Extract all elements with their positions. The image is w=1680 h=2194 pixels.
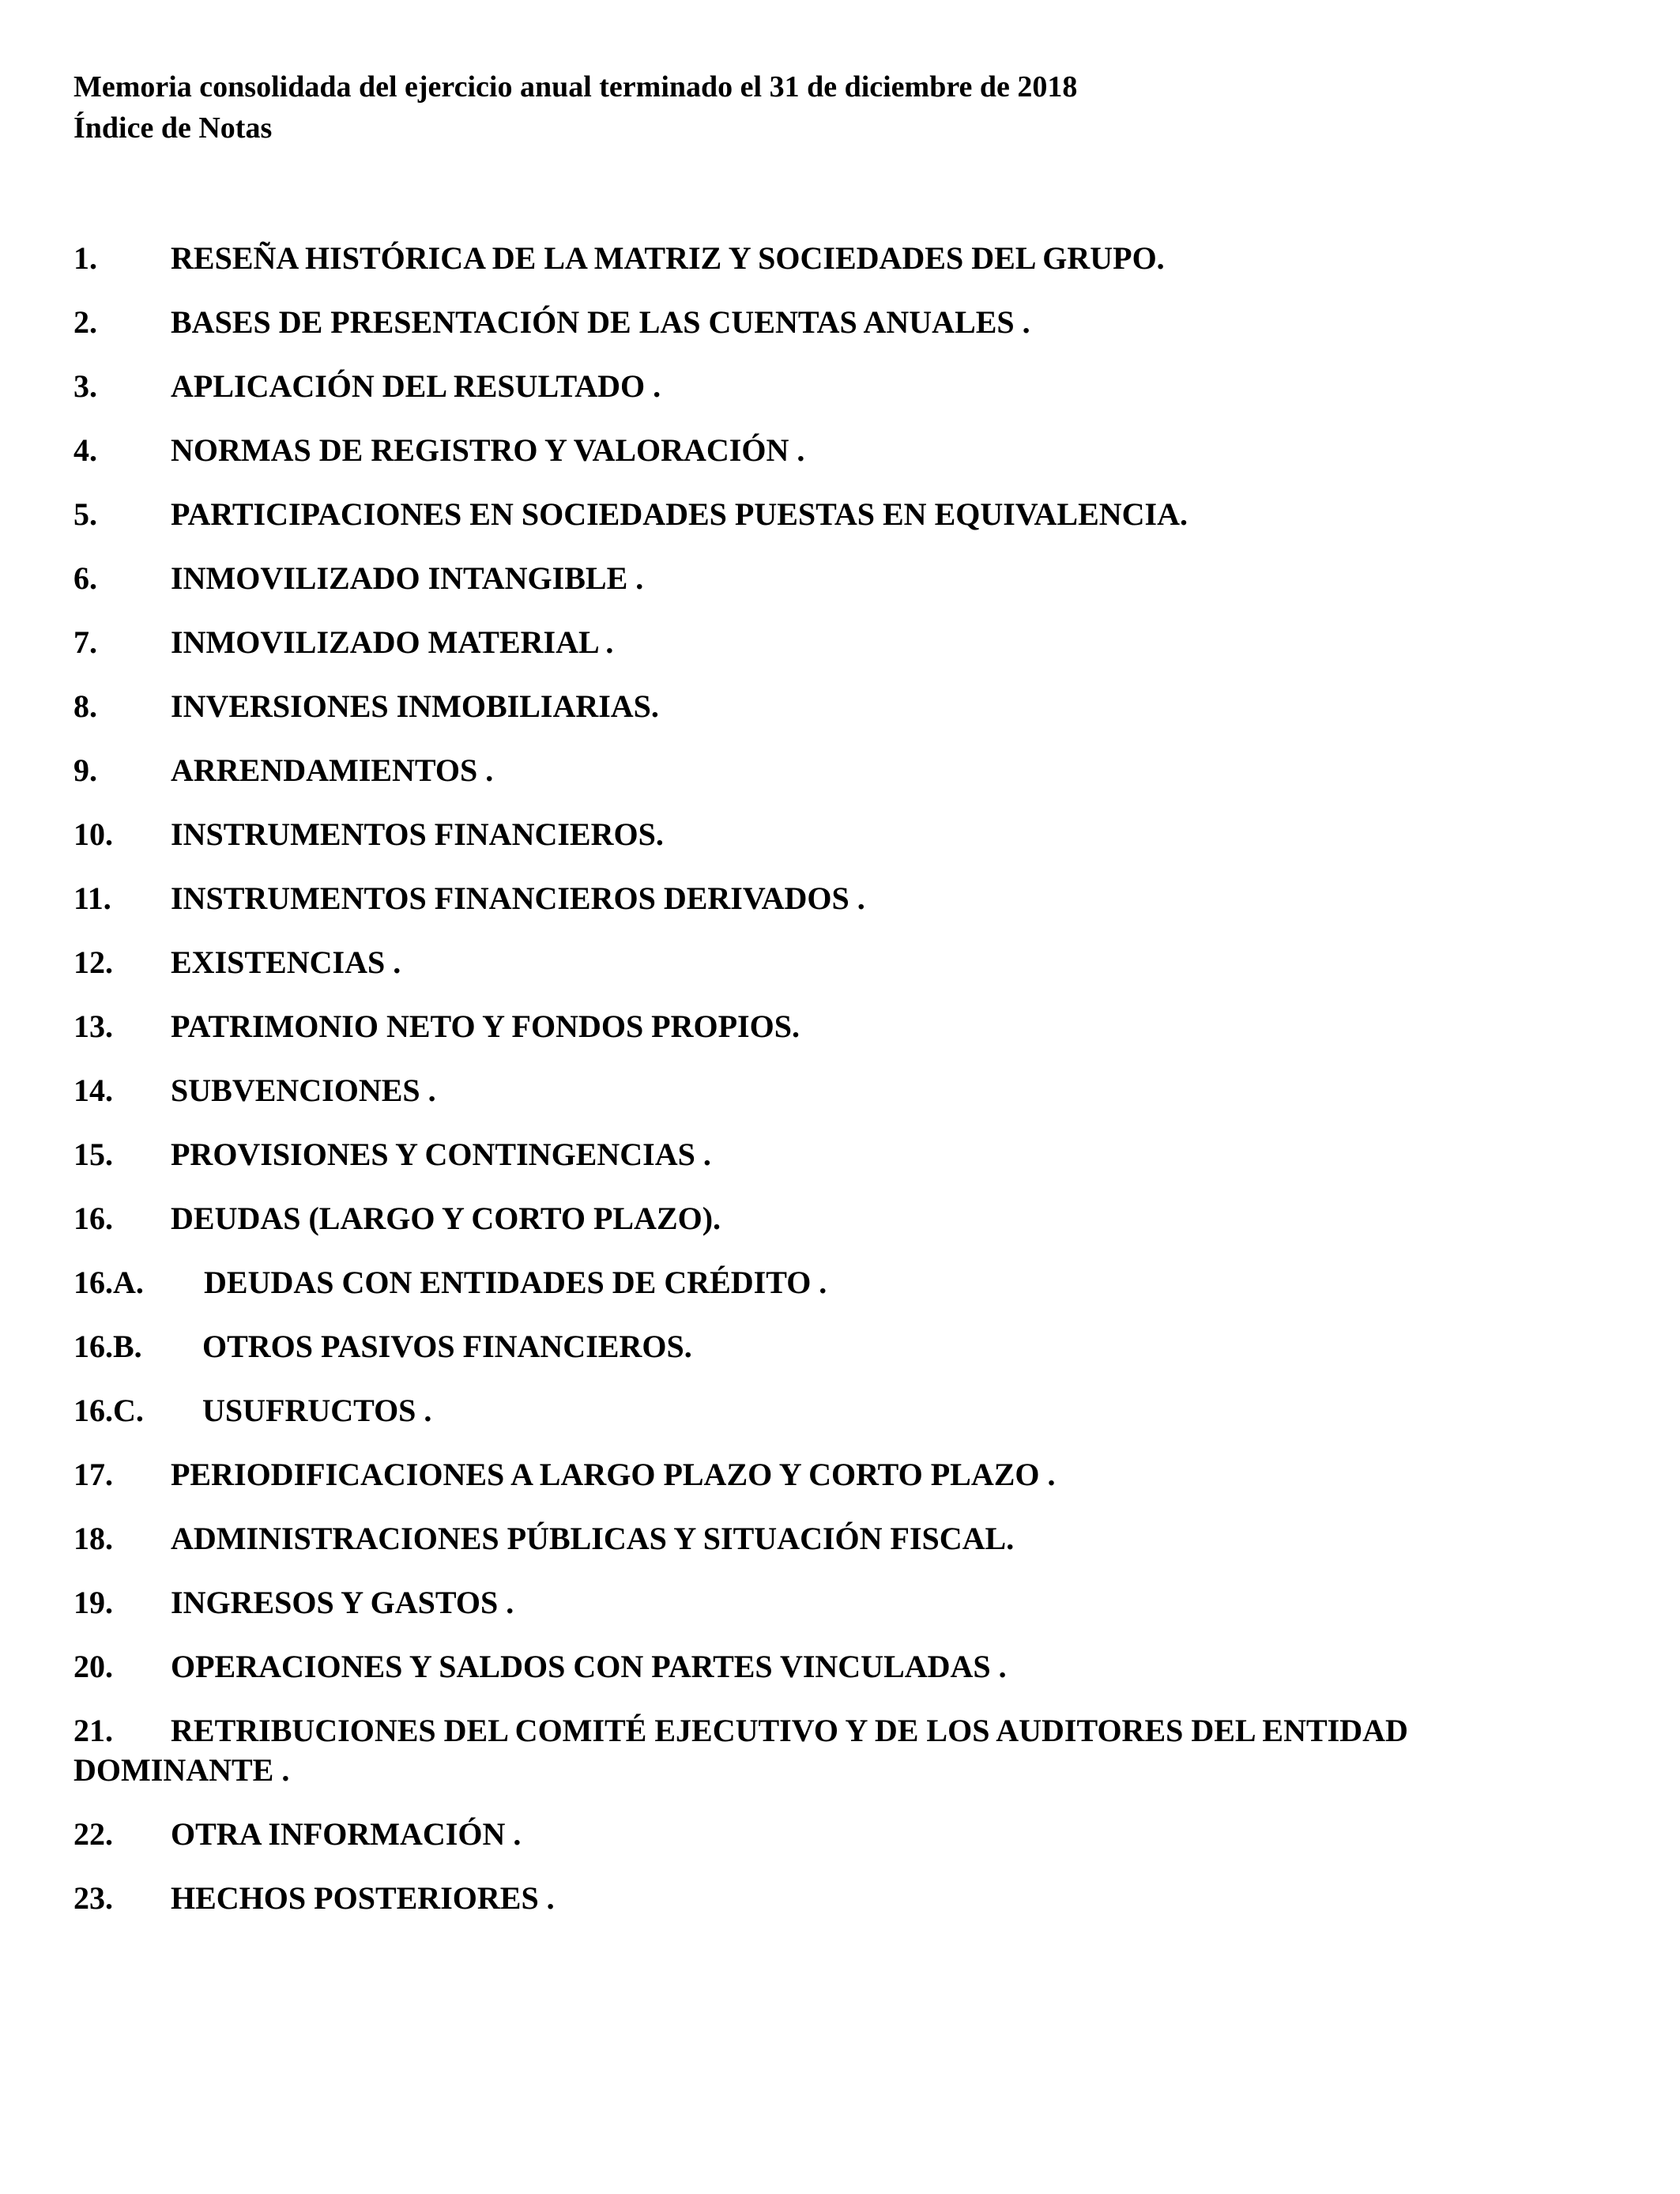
toc-item-10 <box>73 815 1599 854</box>
toc-item-20 <box>73 1647 1599 1687</box>
toc-item-16b <box>73 1327 1599 1367</box>
toc-title: INMOVILIZADO MATERIAL . <box>171 624 614 660</box>
toc-title: INGRESOS Y GASTOS . <box>171 1585 514 1620</box>
document-header <box>73 66 1575 149</box>
toc-title: USUFRUCTOS . <box>202 1393 432 1428</box>
toc-item-23 <box>73 1879 1599 1918</box>
toc-number: 8. <box>73 688 97 724</box>
toc-number: 3. <box>73 368 97 404</box>
toc-number: 22. <box>73 1816 113 1852</box>
toc-title: ARRENDAMIENTOS . <box>171 752 494 788</box>
toc-title: SUBVENCIONES . <box>171 1072 436 1108</box>
toc-title: BASES DE PRESENTACIÓN DE LAS CUENTAS ANUALES . <box>171 304 1030 340</box>
toc-number: 17. <box>73 1457 113 1492</box>
toc-title: NORMAS DE REGISTRO Y VALORACIÓN . <box>171 432 805 468</box>
toc-title: OTRA INFORMACIÓN . <box>171 1816 522 1852</box>
toc-item-13 <box>73 1007 1599 1046</box>
toc-number: 16.C. <box>73 1393 144 1428</box>
toc-number: 16.A. <box>73 1265 144 1300</box>
toc-item-2 <box>73 303 1599 342</box>
toc-title: INSTRUMENTOS FINANCIEROS DERIVADOS . <box>171 880 865 916</box>
toc-number: 20. <box>73 1649 113 1684</box>
toc-item-1 <box>73 239 1599 278</box>
toc-number: 23. <box>73 1880 113 1916</box>
toc-number: 4. <box>73 432 97 468</box>
toc-item-8 <box>73 687 1599 726</box>
toc-item-14 <box>73 1071 1599 1110</box>
toc-title: OTROS PASIVOS FINANCIEROS. <box>202 1329 692 1364</box>
toc-item-22 <box>73 1815 1599 1854</box>
toc-item-6 <box>73 559 1599 598</box>
toc-item-5 <box>73 495 1599 534</box>
toc-item-18 <box>73 1519 1599 1559</box>
toc-number: 16.B. <box>73 1329 142 1364</box>
toc-number: 11. <box>73 880 111 916</box>
toc-title: HECHOS POSTERIORES . <box>171 1880 555 1916</box>
notes-index <box>73 239 1599 1943</box>
toc-item-12 <box>73 943 1599 982</box>
document-subtitle: Índice de Notas <box>73 111 273 145</box>
toc-title: EXISTENCIAS . <box>171 944 401 980</box>
toc-item-21 <box>73 1711 1599 1790</box>
toc-number: 7. <box>73 624 97 660</box>
toc-number: 15. <box>73 1137 113 1172</box>
toc-title: ADMINISTRACIONES PÚBLICAS Y SITUACIÓN FISCAL. <box>171 1521 1015 1556</box>
toc-title: DEUDAS (LARGO Y CORTO PLAZO). <box>171 1201 721 1236</box>
toc-number: 19. <box>73 1585 113 1620</box>
toc-number: 18. <box>73 1521 113 1556</box>
toc-number: 10. <box>73 816 113 852</box>
toc-item-7 <box>73 623 1599 662</box>
toc-title: INMOVILIZADO INTANGIBLE . <box>171 560 644 596</box>
toc-title: PROVISIONES Y CONTINGENCIAS . <box>171 1137 711 1172</box>
toc-number: 9. <box>73 752 97 788</box>
toc-item-9 <box>73 751 1599 790</box>
toc-title: RESEÑA HISTÓRICA DE LA MATRIZ Y SOCIEDADES DEL GRUPO. <box>171 240 1165 276</box>
toc-item-16c <box>73 1391 1599 1431</box>
toc-item-4 <box>73 431 1599 470</box>
toc-number: 13. <box>73 1008 113 1044</box>
toc-title: PERIODIFICACIONES A LARGO PLAZO Y CORTO PLAZO . <box>171 1457 1056 1492</box>
toc-item-3 <box>73 367 1599 406</box>
toc-title: APLICACIÓN DEL RESULTADO . <box>171 368 661 404</box>
toc-title: RETRIBUCIONES DEL COMITÉ EJECUTIVO Y DE LOS AUDITORES DEL ENTIDAD DOMINANTE . <box>73 1713 1408 1788</box>
toc-title: PATRIMONIO NETO Y FONDOS PROPIOS. <box>171 1008 800 1044</box>
toc-title: INVERSIONES INMOBILIARIAS. <box>171 688 659 724</box>
toc-title: PARTICIPACIONES EN SOCIEDADES PUESTAS EN EQUIVALENCIA. <box>171 496 1188 532</box>
toc-title: INSTRUMENTOS FINANCIEROS. <box>171 816 664 852</box>
toc-number: 1. <box>73 240 97 276</box>
toc-number: 14. <box>73 1072 113 1108</box>
toc-item-16 <box>73 1199 1599 1238</box>
toc-number: 16. <box>73 1201 113 1236</box>
toc-number: 6. <box>73 560 97 596</box>
document-title: Memoria consolidada del ejercicio anual terminado el 31 de diciembre de 2018 <box>73 70 1078 104</box>
toc-item-15 <box>73 1135 1599 1174</box>
toc-item-11 <box>73 879 1599 918</box>
toc-number: 12. <box>73 944 113 980</box>
toc-title: OPERACIONES Y SALDOS CON PARTES VINCULADAS . <box>171 1649 1007 1684</box>
toc-item-19 <box>73 1583 1599 1623</box>
toc-item-17 <box>73 1455 1599 1495</box>
toc-number: 5. <box>73 496 97 532</box>
toc-item-16a <box>73 1263 1599 1302</box>
toc-number: 2. <box>73 304 97 340</box>
toc-title: DEUDAS CON ENTIDADES DE CRÉDITO . <box>204 1265 827 1300</box>
toc-number: 21. <box>73 1713 113 1748</box>
